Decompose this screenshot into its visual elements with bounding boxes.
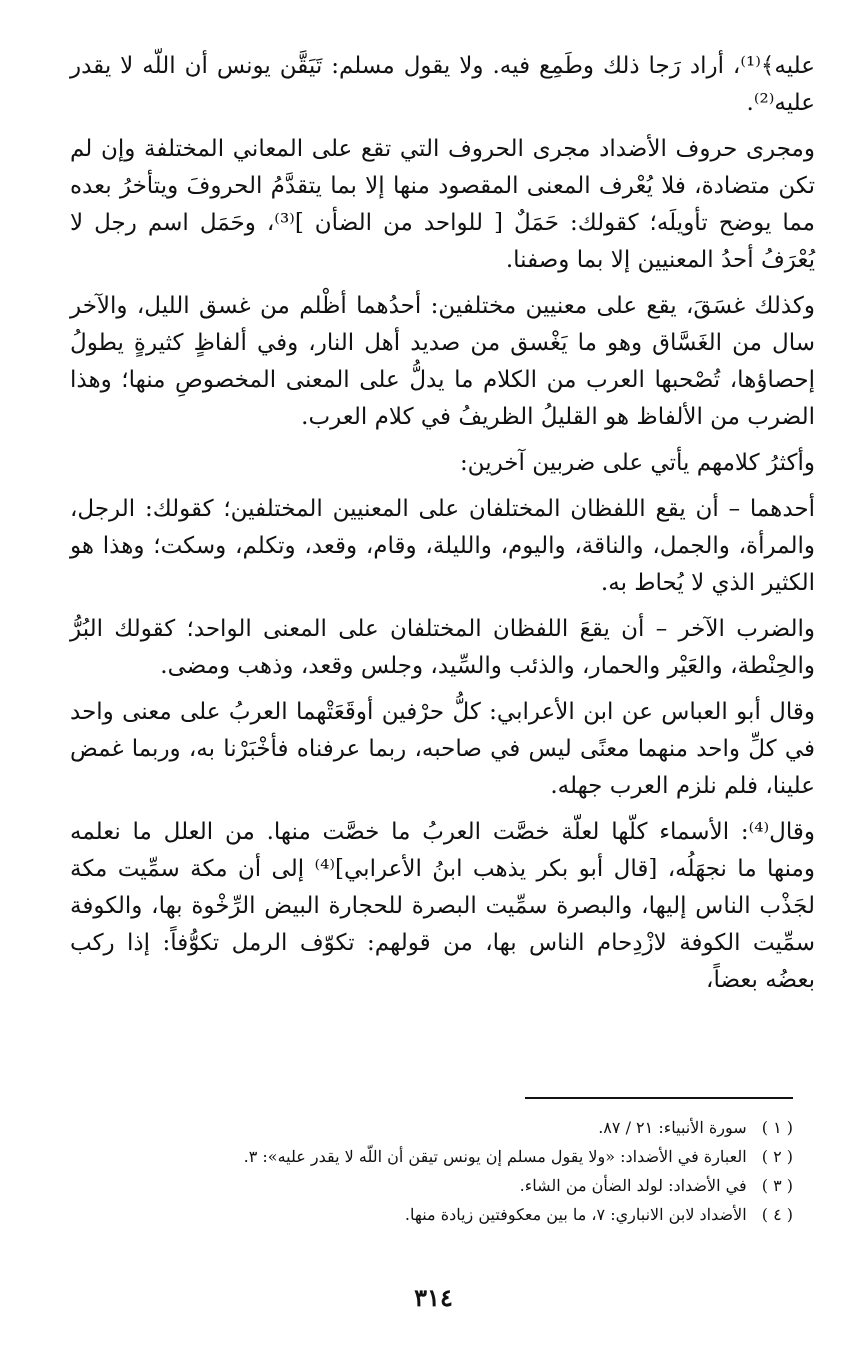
footnote-number: ( ٤ ) [761, 1205, 793, 1224]
paragraph-8: وقال⁽⁴⁾: الأسماء كلّها لعلّة خصَّت العربُ ما خصَّت منها. من العلل ما نعلمه ومنها ما نجهَلُه، [قال أبو بكر يذهب ابنُ الأعرابي]⁽⁴⁾ إلى أن مكة سمِّيت مكة لجَذْب الناس إليها، والبصرة سمِّيت البصرة للحجارة البيض الرِّخْوة بها، والكوفة سمِّيت الكوفة لازْدِحام الناس بها، من قولهم: تكوّف الرمل تكوُّفاً: إذا ركب بعضُه بعضاً، [70, 819, 815, 993]
footnote-number: ( ٣ ) [761, 1176, 793, 1195]
footnote-2 [70, 1142, 793, 1171]
footnote-3 [70, 1171, 793, 1200]
footnote-number: ( ٢ ) [761, 1147, 793, 1166]
paragraph-3: وكذلك غسَقَ، يقع على معنيين مختلفين: أحدُهما أظْلم من غسق الليل، والآخر سال من الغَسَّاق وهو ما يَغْسق من صديد أهل النار، وفي ألفاظٍ كثيرةٍ يطولُ إحصاؤها، تُصْحبها العرب من الكلام ما يدلُّ على المعنى المخصوصِ منها؛ وهذا الضرب من الألفاظ هو القليلُ الظريفُ في كلام العرب. [70, 293, 815, 430]
footnote-text: في الأضداد: لولد الضأن من الشاء. [519, 1176, 747, 1195]
page-number: ٣١٤ [414, 1283, 453, 1312]
paragraph-7: وقال أبو العباس عن ابن الأعرابي: كلُّ حرْفين أوقَعَتْهما العربُ على معنى واحد في كلِّ واحد منهما معنًى ليس في صاحبه، ربما عرفناه فأخْبَرْنا به، وربما غمض علينا، فلم نلزم العرب جهله. [70, 699, 815, 799]
main-text [70, 48, 815, 1008]
paragraph-4: وأكثرُ كلامهم يأتي على ضربين آخرين: [459, 450, 815, 476]
footnote-1 [70, 1113, 793, 1142]
footnote-text: الأضداد لابن الانباري: ٧، ما بين معكوفتين زيادة منها. [404, 1205, 747, 1224]
footnotes [70, 1113, 793, 1229]
footnote-number: ( ١ ) [761, 1118, 793, 1137]
footnote-text: العبارة في الأضداد: «ولا يقول مسلم إن يونس تيقن أن اللّه لا يقدر عليه»: ٣. [243, 1147, 747, 1166]
footnote-4 [70, 1200, 793, 1229]
paragraph-1: عليه﴾⁽¹⁾، أراد رَجا ذلك وطَمِع فيه. ولا يقول مسلم: تَيَقَّن يونس أن اللّه لا يقدر عليه⁽²⁾. [70, 53, 815, 116]
footnote-text: سورة الأنبياء: ٢١ / ٨٧. [598, 1118, 747, 1137]
paragraph-2: ومجرى حروف الأضداد مجرى الحروف التي تقع على المعاني المختلفة وإن لم تكن متضادة، فلا يُعْرف المعنى المقصود منها إلا بما يتقدَّمُ الحروفَ ويتأخرُ بعده مما يوضح تأويلَه؛ كقولك: حَمَلٌ [ للواحد من الضأن ]⁽³⁾، وحَمَل اسم رجل لا يُعْرَفُ أحدُ المعنيين إلا بما وصفنا. [70, 136, 815, 273]
footnote-divider [525, 1097, 793, 1099]
paragraph-5: أحدهما – أن يقع اللفظان المختلفان على المعنيين المختلفين؛ كقولك: الرجل، والمرأة، والجمل، والناقة، واليوم، والليلة، وقام، وقعد، وتكلم، وسكت؛ وهذا هو الكثير الذي لا يُحاط به. [70, 496, 815, 596]
paragraph-6: والضرب الآخر – أن يقعَ اللفظان المختلفان على المعنى الواحد؛ كقولك البُرُّ والحِنْطة، والعَيْر والحمار، والذئب والسِّيد، وجلس وقعد، وذهب ومضى. [70, 616, 815, 679]
